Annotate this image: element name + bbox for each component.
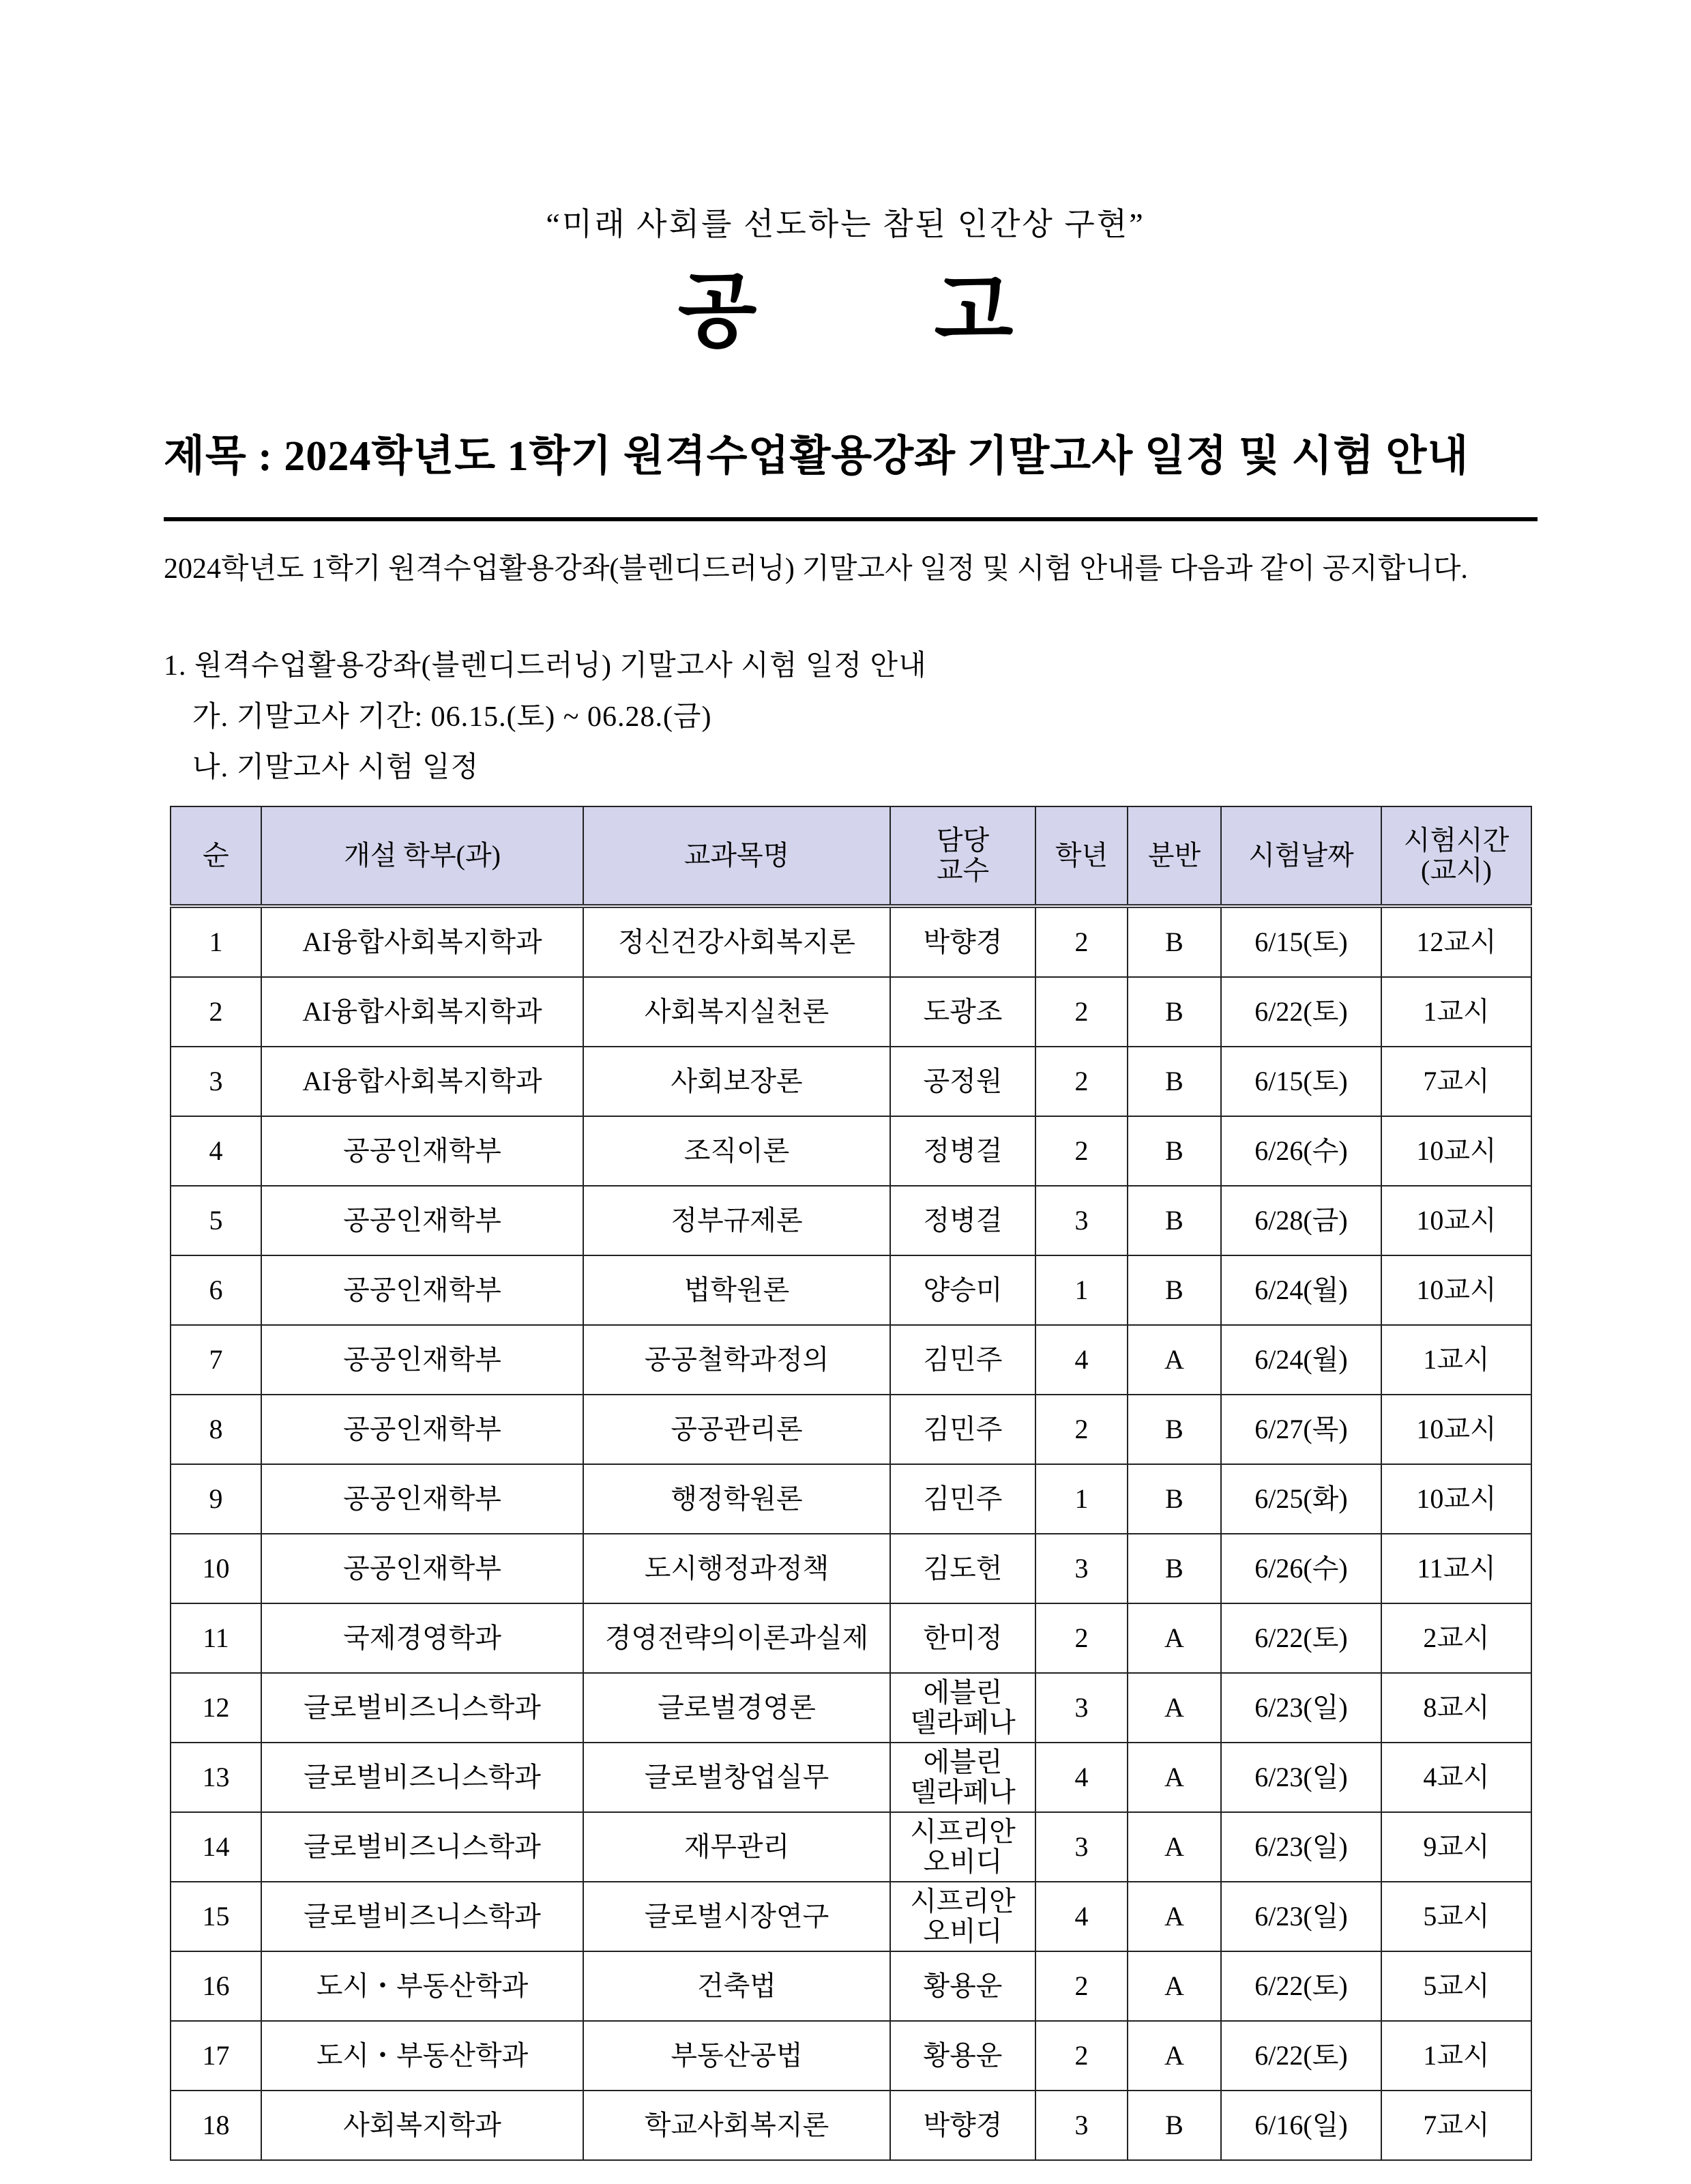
notice-heading: 공 고 xyxy=(677,266,1014,357)
cell-professor: 에블린 델라페나 xyxy=(890,1743,1035,1812)
cell-exam-period: 5교시 xyxy=(1381,1951,1531,2021)
cell-exam-date: 6/23(일) xyxy=(1221,1882,1381,1951)
cell-no: 7 xyxy=(171,1325,261,1395)
cell-exam-date: 6/22(토) xyxy=(1221,2021,1381,2091)
cell-exam-period: 1교시 xyxy=(1381,1325,1531,1395)
cell-exam-period: 2교시 xyxy=(1381,1603,1531,1673)
cell-exam-period: 10교시 xyxy=(1381,1464,1531,1534)
cell-no: 4 xyxy=(171,1116,261,1186)
subject-title: 제목 : 2024학년도 1학기 원격수업활용강좌 기말고사 일정 및 시험 안내 xyxy=(164,433,1469,480)
cell-section: A xyxy=(1128,1603,1221,1673)
header-professor: 담당 교수 xyxy=(890,806,1035,906)
cell-exam-period: 7교시 xyxy=(1381,1047,1531,1116)
table-header-row xyxy=(171,806,1531,906)
cell-section: A xyxy=(1128,1812,1221,1882)
cell-course: 공공관리론 xyxy=(583,1395,890,1464)
cell-section: B xyxy=(1128,2091,1221,2160)
header-no: 순 xyxy=(171,806,261,906)
cell-exam-date: 6/22(토) xyxy=(1221,977,1381,1047)
cell-exam-date: 6/16(일) xyxy=(1221,2091,1381,2160)
cell-exam-period: 4교시 xyxy=(1381,1743,1531,1812)
cell-grade: 3 xyxy=(1035,2091,1128,2160)
cell-no: 10 xyxy=(171,1534,261,1603)
cell-course: 학교사회복지론 xyxy=(583,2091,890,2160)
header-exam-period: 시험시간 (교시) xyxy=(1381,806,1531,906)
table-row xyxy=(171,1673,1531,1743)
cell-course: 정신건강사회복지론 xyxy=(583,906,890,977)
cell-professor: 박향경 xyxy=(890,906,1035,977)
cell-no: 3 xyxy=(171,1047,261,1116)
cell-grade: 2 xyxy=(1035,1603,1128,1673)
cell-exam-period: 10교시 xyxy=(1381,1116,1531,1186)
cell-grade: 2 xyxy=(1035,977,1128,1047)
cell-department: 공공인재학부 xyxy=(261,1255,583,1325)
cell-department: 공공인재학부 xyxy=(261,1395,583,1464)
exam-schedule-label: 나. 기말고사 시험 일정 xyxy=(192,752,480,783)
cell-exam-date: 6/22(토) xyxy=(1221,1603,1381,1673)
table-row xyxy=(171,1186,1531,1255)
cell-grade: 4 xyxy=(1035,1743,1128,1812)
cell-department: AI융합사회복지학과 xyxy=(261,1047,583,1116)
exam-schedule-table xyxy=(170,806,1532,2161)
cell-professor: 김민주 xyxy=(890,1464,1035,1534)
table-row xyxy=(171,1325,1531,1395)
cell-course: 건축법 xyxy=(583,1951,890,2021)
cell-course: 사회복지실천론 xyxy=(583,977,890,1047)
cell-no: 16 xyxy=(171,1951,261,2021)
cell-exam-date: 6/15(토) xyxy=(1221,1047,1381,1116)
cell-grade: 4 xyxy=(1035,1325,1128,1395)
cell-exam-date: 6/15(토) xyxy=(1221,906,1381,977)
cell-department: 글로벌비즈니스학과 xyxy=(261,1743,583,1812)
table-row xyxy=(171,1395,1531,1464)
cell-department: 글로벌비즈니스학과 xyxy=(261,1673,583,1743)
table-row xyxy=(171,1812,1531,1882)
cell-exam-period: 9교시 xyxy=(1381,1812,1531,1882)
cell-grade: 3 xyxy=(1035,1812,1128,1882)
header-section: 분반 xyxy=(1128,806,1221,906)
cell-exam-date: 6/24(월) xyxy=(1221,1255,1381,1325)
cell-exam-date: 6/26(수) xyxy=(1221,1116,1381,1186)
cell-course: 부동산공법 xyxy=(583,2021,890,2091)
cell-section: B xyxy=(1128,1255,1221,1325)
cell-grade: 2 xyxy=(1035,1951,1128,2021)
cell-no: 13 xyxy=(171,1743,261,1812)
section-heading: 1. 원격수업활용강좌(블렌디드러닝) 기말고사 시험 일정 안내 xyxy=(164,650,927,682)
cell-exam-date: 6/22(토) xyxy=(1221,1951,1381,2021)
cell-professor: 김도헌 xyxy=(890,1534,1035,1603)
cell-no: 5 xyxy=(171,1186,261,1255)
cell-section: A xyxy=(1128,2021,1221,2091)
cell-course: 법학원론 xyxy=(583,1255,890,1325)
cell-exam-date: 6/23(일) xyxy=(1221,1673,1381,1743)
cell-professor: 김민주 xyxy=(890,1325,1035,1395)
cell-professor: 양승미 xyxy=(890,1255,1035,1325)
cell-professor: 황용운 xyxy=(890,2021,1035,2091)
cell-exam-date: 6/23(일) xyxy=(1221,1812,1381,1882)
table-row xyxy=(171,1116,1531,1186)
cell-department: 사회복지학과 xyxy=(261,2091,583,2160)
cell-section: B xyxy=(1128,1116,1221,1186)
cell-exam-period: 10교시 xyxy=(1381,1186,1531,1255)
header-course: 교과목명 xyxy=(583,806,890,906)
cell-no: 15 xyxy=(171,1882,261,1951)
cell-no: 18 xyxy=(171,2091,261,2160)
cell-professor: 박향경 xyxy=(890,2091,1035,2160)
cell-grade: 1 xyxy=(1035,1464,1128,1534)
cell-exam-period: 1교시 xyxy=(1381,2021,1531,2091)
cell-grade: 4 xyxy=(1035,1882,1128,1951)
cell-professor: 정병걸 xyxy=(890,1186,1035,1255)
cell-exam-date: 6/26(수) xyxy=(1221,1534,1381,1603)
header-department: 개설 학부(과) xyxy=(261,806,583,906)
cell-grade: 3 xyxy=(1035,1534,1128,1603)
cell-exam-period: 8교시 xyxy=(1381,1673,1531,1743)
cell-professor: 시프리안 오비디 xyxy=(890,1812,1035,1882)
cell-grade: 3 xyxy=(1035,1186,1128,1255)
cell-no: 17 xyxy=(171,2021,261,2091)
table-row xyxy=(171,1255,1531,1325)
cell-exam-period: 11교시 xyxy=(1381,1534,1531,1603)
cell-professor: 시프리안 오비디 xyxy=(890,1882,1035,1951)
cell-exam-period: 12교시 xyxy=(1381,906,1531,977)
cell-section: A xyxy=(1128,1951,1221,2021)
header-grade: 학년 xyxy=(1035,806,1128,906)
cell-exam-date: 6/28(금) xyxy=(1221,1186,1381,1255)
cell-section: A xyxy=(1128,1743,1221,1812)
cell-exam-period: 1교시 xyxy=(1381,977,1531,1047)
cell-no: 6 xyxy=(171,1255,261,1325)
cell-department: 도시・부동산학과 xyxy=(261,2021,583,2091)
table-row xyxy=(171,2021,1531,2091)
cell-exam-period: 5교시 xyxy=(1381,1882,1531,1951)
intro-text: 2024학년도 1학기 원격수업활용강좌(블렌디드러닝) 기말고사 일정 및 시험 안내를 다음과 같이 공지합니다. xyxy=(164,553,1468,585)
cell-grade: 2 xyxy=(1035,1047,1128,1116)
cell-exam-period: 10교시 xyxy=(1381,1255,1531,1325)
cell-department: 글로벌비즈니스학과 xyxy=(261,1812,583,1882)
cell-no: 11 xyxy=(171,1603,261,1673)
exam-period: 가. 기말고사 기간: 06.15.(토) ~ 06.28.(금) xyxy=(192,701,712,733)
cell-exam-date: 6/24(월) xyxy=(1221,1325,1381,1395)
cell-course: 공공철학과정의 xyxy=(583,1325,890,1395)
cell-no: 12 xyxy=(171,1673,261,1743)
cell-department: 공공인재학부 xyxy=(261,1186,583,1255)
cell-grade: 2 xyxy=(1035,2021,1128,2091)
cell-department: AI융합사회복지학과 xyxy=(261,906,583,977)
table-row xyxy=(171,1603,1531,1673)
cell-no: 1 xyxy=(171,906,261,977)
cell-course: 사회보장론 xyxy=(583,1047,890,1116)
cell-department: 국제경영학과 xyxy=(261,1603,583,1673)
table-row xyxy=(171,1464,1531,1534)
cell-course: 재무관리 xyxy=(583,1812,890,1882)
cell-exam-period: 10교시 xyxy=(1381,1395,1531,1464)
cell-course: 도시행정과정책 xyxy=(583,1534,890,1603)
cell-department: 공공인재학부 xyxy=(261,1464,583,1534)
cell-no: 14 xyxy=(171,1812,261,1882)
cell-department: 공공인재학부 xyxy=(261,1534,583,1603)
cell-grade: 2 xyxy=(1035,906,1128,977)
cell-section: A xyxy=(1128,1673,1221,1743)
cell-section: A xyxy=(1128,1325,1221,1395)
cell-exam-date: 6/25(화) xyxy=(1221,1464,1381,1534)
cell-professor: 황용운 xyxy=(890,1951,1035,2021)
cell-professor: 김민주 xyxy=(890,1395,1035,1464)
table-row xyxy=(171,1951,1531,2021)
cell-exam-date: 6/27(목) xyxy=(1221,1395,1381,1464)
cell-professor: 정병걸 xyxy=(890,1116,1035,1186)
table-row xyxy=(171,2091,1531,2160)
cell-section: B xyxy=(1128,1047,1221,1116)
cell-course: 글로벌경영론 xyxy=(583,1673,890,1743)
table-row xyxy=(171,977,1531,1047)
cell-no: 2 xyxy=(171,977,261,1047)
divider xyxy=(164,517,1538,521)
cell-exam-period: 7교시 xyxy=(1381,2091,1531,2160)
cell-department: 공공인재학부 xyxy=(261,1325,583,1395)
cell-course: 글로벌시장연구 xyxy=(583,1882,890,1951)
cell-course: 행정학원론 xyxy=(583,1464,890,1534)
cell-professor: 도광조 xyxy=(890,977,1035,1047)
cell-section: B xyxy=(1128,906,1221,977)
cell-section: B xyxy=(1128,977,1221,1047)
table-row xyxy=(171,906,1531,977)
cell-section: A xyxy=(1128,1882,1221,1951)
motto: “미래 사회를 선도하는 참된 인간상 구현” xyxy=(546,207,1145,242)
cell-section: B xyxy=(1128,1534,1221,1603)
cell-professor: 에블린 델라페나 xyxy=(890,1673,1035,1743)
cell-course: 글로벌창업실무 xyxy=(583,1743,890,1812)
header-exam-date: 시험날짜 xyxy=(1221,806,1381,906)
cell-course: 경영전략의이론과실제 xyxy=(583,1603,890,1673)
cell-department: AI융합사회복지학과 xyxy=(261,977,583,1047)
cell-no: 8 xyxy=(171,1395,261,1464)
table-row xyxy=(171,1743,1531,1812)
cell-professor: 한미정 xyxy=(890,1603,1035,1673)
table-row xyxy=(171,1534,1531,1603)
cell-department: 도시・부동산학과 xyxy=(261,1951,583,2021)
cell-department: 공공인재학부 xyxy=(261,1116,583,1186)
cell-section: B xyxy=(1128,1186,1221,1255)
cell-course: 정부규제론 xyxy=(583,1186,890,1255)
cell-grade: 2 xyxy=(1035,1116,1128,1186)
cell-section: B xyxy=(1128,1464,1221,1534)
cell-grade: 1 xyxy=(1035,1255,1128,1325)
cell-exam-date: 6/23(일) xyxy=(1221,1743,1381,1812)
table-row xyxy=(171,1047,1531,1116)
cell-course: 조직이론 xyxy=(583,1116,890,1186)
cell-professor: 공정원 xyxy=(890,1047,1035,1116)
table-row xyxy=(171,1882,1531,1951)
cell-grade: 2 xyxy=(1035,1395,1128,1464)
cell-no: 9 xyxy=(171,1464,261,1534)
cell-section: B xyxy=(1128,1395,1221,1464)
cell-grade: 3 xyxy=(1035,1673,1128,1743)
cell-department: 글로벌비즈니스학과 xyxy=(261,1882,583,1951)
